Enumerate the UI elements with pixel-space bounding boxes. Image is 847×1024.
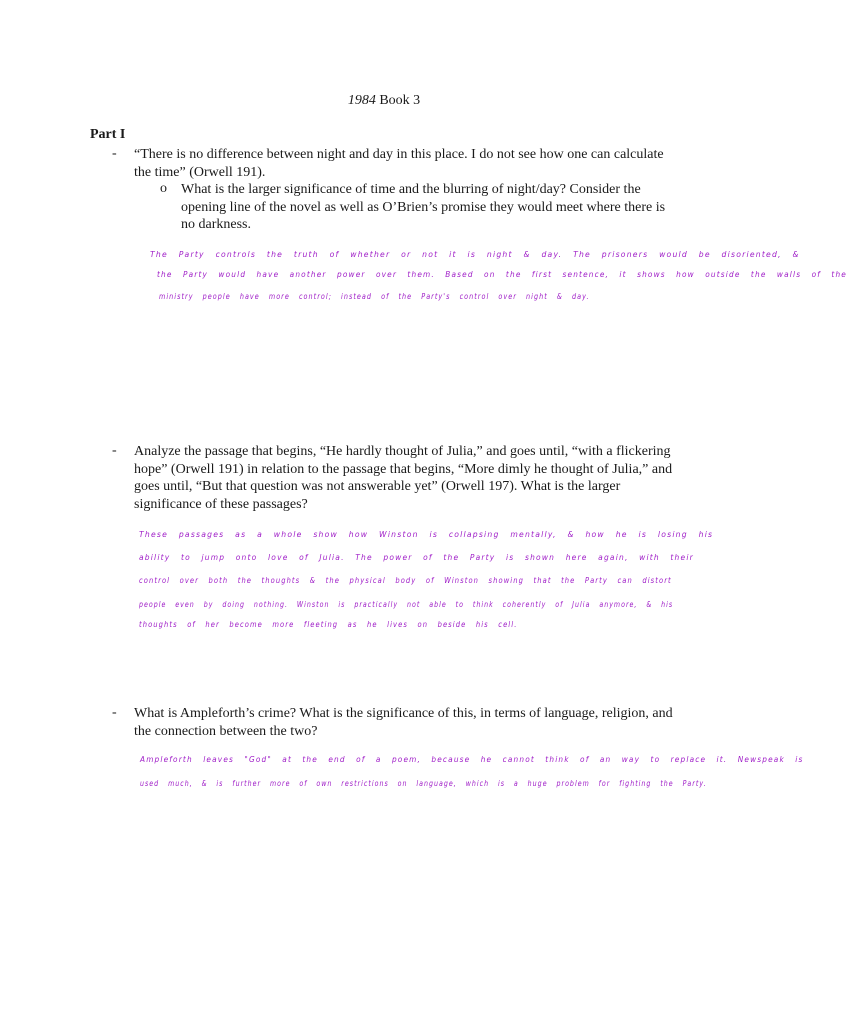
- answer-1-line-3: ministry people have more control; instead of the Party's control over night & day.: [159, 292, 590, 301]
- part-heading: Part I: [90, 127, 126, 142]
- answer-2-line-3: control over both the thoughts & the physical body of Winston showing that the Party can distort: [139, 576, 672, 585]
- answer-1-line-2: the Party would have another power over them. Based on the first sentence, it shows how outside the walls of the: [157, 270, 847, 279]
- question-1-text: “There is no difference between night and day in this place. I do not see how one can calculate the time” (Orwell 191).: [134, 147, 664, 180]
- document-title: [0, 93, 768, 109]
- answer-3-line-2: used much, & is further more of own restrictions on language, which is a huge problem for fighting the Party.: [140, 779, 707, 788]
- answer-2-line-2: ability to jump onto love of Julia. The power of the Party is shown here again, with their: [139, 553, 694, 562]
- question-3-text: What is Ampleforth’s crime? What is the significance of this, in terms of language, religion, and the connection between the two?: [134, 706, 673, 739]
- question-2-dash: -: [112, 443, 117, 458]
- question-3-dash: -: [112, 705, 117, 720]
- answer-2-line-1: These passages as a whole show how Winston is collapsing mentally, & how he is losing his: [139, 530, 714, 539]
- answer-2-line-4: people even by doing nothing. Winston is practically not able to think coherently of Julia anymore, & his: [139, 600, 674, 609]
- question-1-dash: -: [112, 146, 117, 161]
- question-1-sub-bullet: o: [160, 181, 167, 196]
- answer-3-line-1: Ampleforth leaves "God" at the end of a poem, because he cannot think of an way to replace it. Newspeak is: [140, 755, 804, 764]
- answer-1-line-1: The Party controls the truth of whether or not it is night & day. The prisoners would be disoriented, &: [150, 250, 800, 259]
- question-1-sub-text: What is the larger significance of time and the blurring of night/day? Consider the opening line of the novel as well as O’Brien’s promise they would meet where there is no darkness.: [181, 182, 666, 232]
- title-rest: Book 3: [375, 93, 421, 108]
- answer-2-line-5: thoughts of her become more fleeting as he lives on beside his cell.: [139, 620, 518, 629]
- question-2-text: Analyze the passage that begins, “He hardly thought of Julia,” and goes until, “with a flickering hope” (Orwell 191) in relation to the passage that begins, “More dimly he thought of Julia,” and goes until, “But that question was not answerable yet” (Orwell 197). What is the larger significance of these passages?: [134, 444, 673, 512]
- title-italic: 1984: [347, 93, 376, 108]
